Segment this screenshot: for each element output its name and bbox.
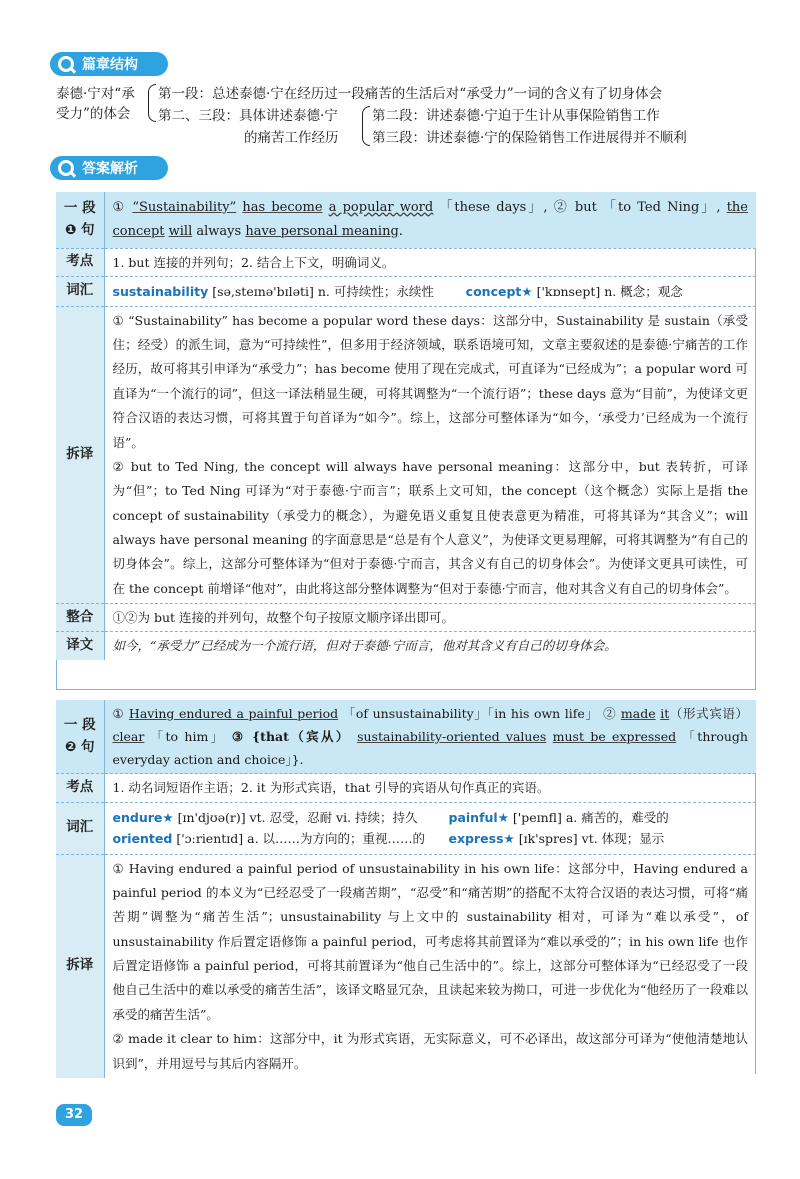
chaiyi-paragraph: ① “Sustainability” has become a popular word these days：这部分中，Sustainability 是 sustain（承受住；经受）的派生词，意为“可持续性”，但多用于经济领域，联系语境可知，文章主要叙述的是泰德·宁痛苦的工作经历，故可将其引申译为“承受力”；has become 使用了现在完成式，可直译为“已经成为”；a popular word 可直译为“一个流行的词”，但这一译法稍显生硬，可将其调整为“一个流行语”；these days 意为“目前”，为使译文更符合汉语的表达习惯，可将其置于句首译为“如今”。综上，这部分可整体译为“如今，‘承受力’已经成为一个流行语”。 [112, 312, 748, 450]
sentence-label: ❶ 句 [64, 221, 95, 238]
structure-branch-2-line1: 第二、三段：具体讲述泰德·宁 [158, 108, 338, 124]
section-header-structure [50, 52, 168, 76]
kaodian-text: 1. but 连接的并列句；2. 结合上下文，明确词义。 [104, 248, 756, 276]
brace-inner [362, 106, 370, 146]
kaodian-text: 1. 动名词短语作主语；2. it 为形式宾语，that 引导的宾语从句作真正的宾语。 [104, 774, 756, 802]
kaodian-label: 考点 [56, 774, 104, 802]
sentence-row [56, 192, 756, 248]
zhenghe-text: ①②为 but 连接的并列句，故整个句子按原文顺序译出即可。 [104, 604, 756, 632]
kaodian-label: 考点 [56, 248, 104, 276]
section-header-analysis [50, 156, 168, 180]
zhenghe-label: 整合 [56, 604, 104, 632]
zhenghe-row [56, 604, 756, 632]
kaodian-row [56, 248, 756, 276]
chaiyi-paragraph: ② but to Ted Ning, the concept will always have personal meaning：这部分中，but 表转折，可译为“但”；to Ted Ning 可译为“对于泰德·宁而言”；联系上文可知，the concept（这个概念）实际上是指 the concept of sustainability（承受力的概念），为避免语义重复且使表意更为精准，可将其译为“其含义”；will always have personal meaning 的字面意思是“总是有个人意义”，为使译文更易理解，可将其调整为“有自己的切身体会”。综上，这部分可整体译为“但对于泰德·宁而言，其含义有自己的切身体会”。为使译文更具可读性，可在 the concept 前增译“他对”，由此将这部分整体调整为“但对于泰德·宁而言，他对其含义有自己的切身体会”。 [112, 458, 748, 596]
magnifier-icon [58, 160, 74, 176]
analysis-table-1 [56, 192, 756, 660]
brace-left [148, 84, 156, 122]
chaiyi-text [104, 306, 756, 604]
para-label: 一 段 [63, 717, 96, 734]
structure-branch-1: 第一段：总述泰德·宁在经历过一段痛苦的生活后对“承受力”一词的含义有了切身体会 [158, 86, 663, 102]
sentence-row [56, 700, 756, 774]
section-title: 答案解析 [82, 161, 138, 177]
cihui-label: 词汇 [56, 802, 104, 854]
structure-branch-2b: 第三段：讲述泰德·宁的保险销售工作进展得并不顺利 [372, 130, 687, 146]
cihui-label: 词汇 [56, 276, 104, 306]
chaiyi-row [56, 854, 756, 1078]
yiwen-text: 如今，“承受力”已经成为一个流行语，但对于泰德·宁而言，他对其含义有自己的切身体会。 [112, 638, 617, 654]
para-label: 一 段 [63, 200, 96, 217]
chaiyi-row [56, 306, 756, 604]
structure-root-line2: 受力”的体会 [56, 106, 131, 122]
chaiyi-label: 拆译 [56, 854, 104, 1078]
chaiyi-label: 拆译 [56, 306, 104, 604]
yiwen-label: 译文 [56, 632, 104, 660]
structure-branch-2a: 第二段：讲述泰德·宁迫于生计从事保险销售工作 [372, 108, 660, 124]
cihui-row [56, 276, 756, 306]
page-number: 32 [56, 1104, 92, 1126]
section-title: 篇章结构 [82, 57, 138, 73]
vocab-list: sustainability [sə,steɪnə'bɪləti] n. 可持续性；永续性 concept★ ['kɒnsept] n. 概念；观念 [104, 276, 756, 306]
structure-root-line1: 泰德·宁对“承 [56, 86, 135, 102]
chaiyi-paragraph: ① Having endured a painful period of unsustainability in his own life：这部分中，Having endured a painful period 的本义为“已经忍受了一段痛苦期”，“忍受”和“痛苦期”的搭配不太符合汉语的表达习惯，可将“痛苦期”调整为“痛苦生活”；unsustainability 与上文中的 sustainability 相对，可译为“难以承受”，of unsustainability 作后置定语修饰 a painful period，可考虑将其前置译为“难以承受的”；in his own life 也作后置定语修饰 a painful period，可将其前置译为“他自己生活中的”。综上，这部分可整体译为“已经忍受了一段他自己生活中的难以承受的痛苦生活”，该译文略显冗杂，且读起来较为拗口，可进一步优化为“他经历了一段难以承受的痛苦生活”。 [112, 860, 748, 1022]
kaodian-row [56, 774, 756, 802]
structure-branch-2-line2: 的痛苦工作经历 [244, 130, 339, 146]
chaiyi-text [104, 854, 756, 1078]
sentence-label: ❷ 句 [64, 738, 95, 755]
chaiyi-paragraph: ② made it clear to him：这部分中，it 为形式宾语，无实际意义，可不必译出，故这部分可译为“使他清楚地认识到”，并用逗号与其后内容隔开。 [112, 1031, 748, 1071]
sentence-text: ① Having endured a painful period 「of unsustainability」「in his own life」 ② made it（形式宾语） clear 「to him」 ③ {that（宾从） sustainability-oriented values must be expressed 「through everyday action and choice」}. [104, 700, 756, 774]
sentence-text: ① “Sustainability” has become a popular word 「these days」, ② but 「to Ted Ning」, the concept will always have personal meaning. [104, 192, 756, 248]
structure-diagram [56, 82, 756, 152]
cihui-row [56, 802, 756, 854]
magnifier-icon [58, 56, 74, 72]
vocab-list: endure★ [ɪn'djʊə(r)] vt. 忍受，忍耐 vi. 持续；持久 painful★ ['peɪnfl] a. 痛苦的，难受的 oriented ['ɔːrientɪd] a. 以……为方向的；重视……的 express★ [ɪk'spres] vt. 体现；显示 [104, 802, 756, 854]
yiwen-row [56, 632, 756, 660]
analysis-table-2 [56, 700, 756, 1078]
